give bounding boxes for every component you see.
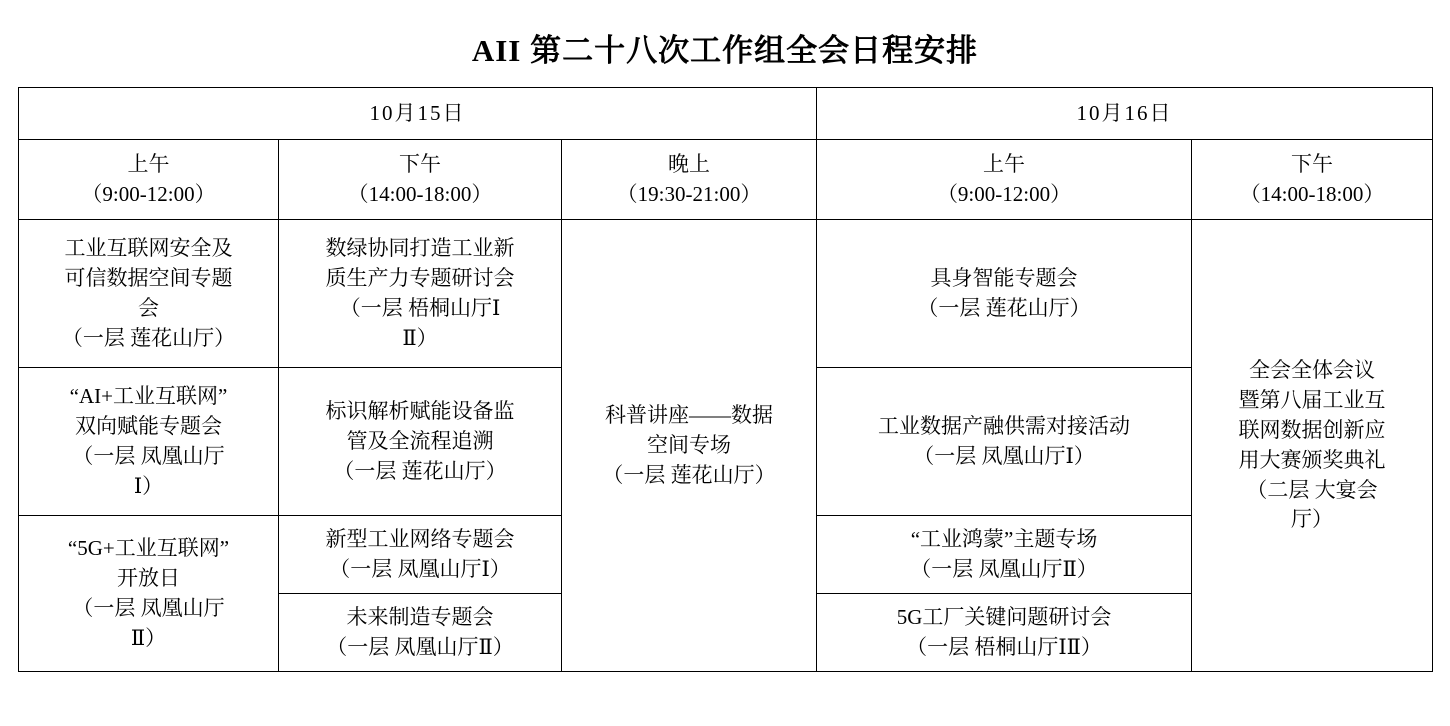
session-line: 未来制造专题会	[346, 604, 494, 629]
day-header-oct16: 10月16日	[817, 88, 1433, 140]
slot-header-d15-afternoon	[279, 140, 562, 220]
session-line: （一层 凤凰山厅	[72, 443, 225, 468]
slot-time: （9:00-12:00）	[936, 181, 1072, 206]
session-cell-d15-pm-3	[279, 516, 562, 594]
session-line: （一层 莲花山厅）	[917, 295, 1091, 320]
table-row-day-header	[19, 88, 1433, 140]
slot-time: （14:00-18:00）	[1239, 181, 1385, 206]
slot-name: 下午	[399, 151, 441, 176]
slot-header-d16-afternoon	[1192, 140, 1433, 220]
session-line: 5G工厂关键问题研讨会	[896, 604, 1112, 629]
session-line: （一层 莲花山厅）	[61, 325, 236, 350]
slot-header-d16-morning	[817, 140, 1192, 220]
session-cell-d16-am-1	[817, 220, 1192, 368]
session-line: （一层 凤凰山厅Ⅱ）	[326, 634, 514, 659]
session-cell-d16-am-3	[817, 516, 1192, 594]
session-line: 管及全流程追溯	[346, 428, 494, 453]
session-line: （一层 莲花山厅）	[602, 462, 776, 487]
session-line: 双向赋能专题会	[75, 413, 222, 438]
session-line: 科普讲座——数据	[605, 402, 774, 427]
session-line: “工业鸿蒙”主题专场	[910, 526, 1098, 551]
session-line: 联网数据创新应	[1238, 417, 1386, 442]
session-line: “5G+工业互联网”	[67, 536, 230, 561]
schedule-table	[18, 87, 1433, 672]
session-cell-d15-am-2	[19, 368, 279, 516]
page-title: AII 第二十八次工作组全会日程安排	[471, 33, 979, 68]
session-line: （一层 凤凰山厅Ⅰ）	[329, 556, 511, 581]
session-line: 质生产力专题研讨会	[325, 265, 515, 290]
slot-time: （9:00-12:00）	[81, 181, 216, 206]
session-line: 会	[138, 295, 159, 320]
session-line: （一层 凤凰山厅Ⅱ）	[910, 556, 1098, 581]
session-line: （二层 大宴会	[1246, 477, 1378, 502]
table-row	[19, 220, 1433, 368]
session-line: 具身智能专题会	[930, 265, 1078, 290]
session-cell-d15-evening	[562, 220, 817, 672]
session-line: Ⅱ）	[402, 325, 438, 350]
table-row-slot-header	[19, 140, 1433, 220]
session-line: 开放日	[117, 565, 180, 590]
session-line: 全会全体会议	[1249, 358, 1376, 383]
slot-header-d15-evening	[562, 140, 817, 220]
day-header-oct15: 10月15日	[19, 88, 817, 140]
session-line: Ⅰ）	[133, 473, 164, 498]
session-line: Ⅱ）	[130, 625, 167, 650]
session-line: （一层 梧桐山厅Ⅰ	[339, 295, 501, 320]
session-line: 空间专场	[647, 432, 732, 457]
session-cell-d16-pm	[1192, 220, 1433, 672]
session-line: 工业互联网安全及	[64, 236, 233, 261]
session-line: 可信数据空间专题	[64, 265, 233, 290]
session-line: （一层 梧桐山厅ⅠⅡ）	[906, 634, 1102, 659]
session-line: 暨第八届工业互	[1238, 388, 1386, 413]
session-line: 数绿协同打造工业新	[325, 236, 515, 261]
session-line: 工业数据产融供需对接活动	[878, 413, 1131, 438]
slot-name: 下午	[1291, 151, 1334, 176]
slot-name: 上午	[983, 151, 1026, 176]
session-line: （一层 凤凰山厅	[72, 595, 225, 620]
slot-name: 上午	[127, 151, 170, 176]
session-cell-d15-am-3	[19, 516, 279, 672]
slot-name: 晚上	[668, 151, 711, 176]
session-line: （一层 凤凰山厅Ⅰ）	[913, 443, 1095, 468]
session-line: “AI+工业互联网”	[69, 384, 228, 409]
slot-time: （14:00-18:00）	[347, 181, 493, 206]
session-line: 新型工业网络专题会	[325, 526, 515, 551]
session-line: 标识解析赋能设备监	[325, 398, 515, 423]
session-cell-d15-pm-1	[279, 220, 562, 368]
session-line: 用大赛颁奖典礼	[1238, 447, 1386, 472]
session-cell-d15-am-1	[19, 220, 279, 368]
session-cell-d15-pm-4	[279, 594, 562, 672]
session-line: （一层 莲花山厅）	[333, 458, 507, 483]
slot-time: （19:30-21:00）	[616, 181, 762, 206]
session-line: 厅）	[1291, 507, 1334, 532]
session-cell-d16-am-4	[817, 594, 1192, 672]
session-cell-d15-pm-2	[279, 368, 562, 516]
session-cell-d16-am-2	[817, 368, 1192, 516]
slot-header-d15-morning	[19, 140, 279, 220]
